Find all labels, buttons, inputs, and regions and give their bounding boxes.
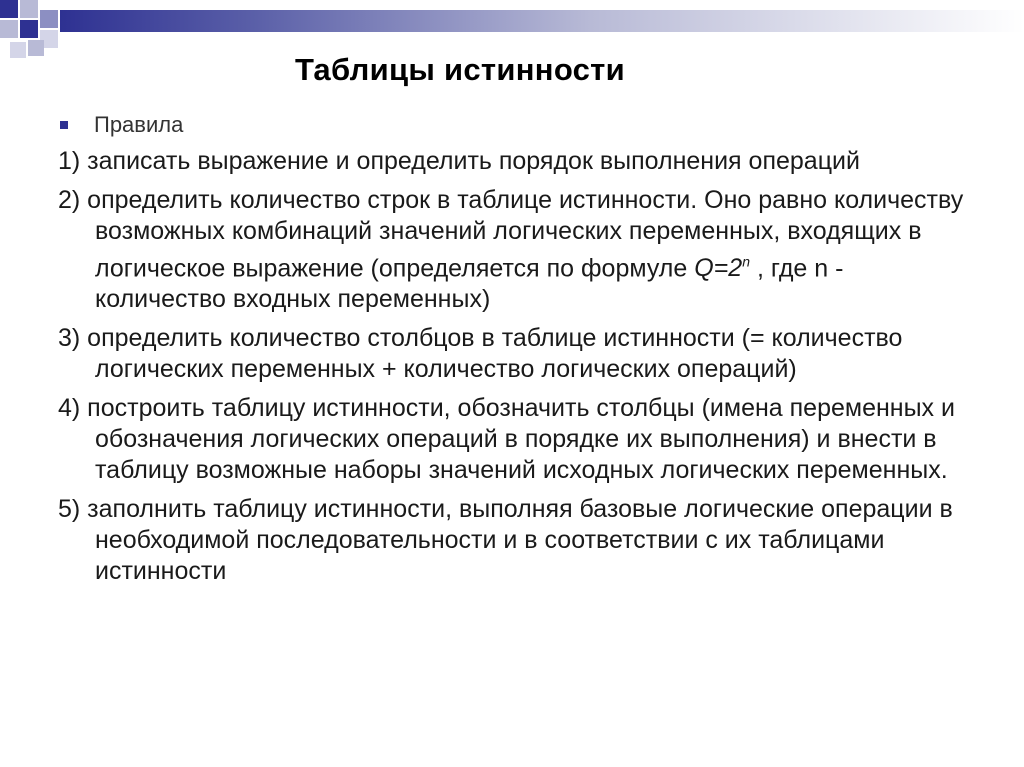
rule-item-1: 1) записать выражение и определить порядок выполнения операций — [58, 147, 860, 175]
rule-item-5: 5) заполнить таблицу истинности, выполняя базовые логические операции в необходимой последовательности и в соответствии с их таблицами истинности — [58, 495, 953, 586]
decor-square — [40, 10, 58, 28]
rule-item-2-tail: , где n - количество входных переменных) — [95, 254, 844, 314]
decor-square — [20, 0, 38, 18]
slide-title: Таблицы истинности — [294, 52, 626, 87]
rule-item-2 — [58, 185, 978, 315]
formula-exponent: n — [742, 254, 750, 270]
rule-item-4: 4) построить таблицу истинности, обозначить столбцы (имена переменных и обозначения логических операций в порядке их выполнения) и внести в таблицу возможные наборы значений исходных логических переменных. — [58, 394, 955, 485]
rule-item-2-text: 2) определить количество строк в таблице истинности. Оно равно количеству возможных комбинаций значений логических переменных, входящих в логическое выражение (определяется по формуле — [58, 186, 964, 283]
header-gradient-bar — [60, 10, 1024, 32]
slide-content — [58, 112, 978, 595]
decor-square — [0, 0, 18, 18]
bullet-line — [58, 112, 978, 138]
bullet-square-icon — [60, 121, 68, 129]
rule-item-3: 3) определить количество столбцов в таблице истинности (= количество логических переменных + количество логических операций) — [58, 324, 903, 384]
decor-square — [0, 20, 18, 38]
bullet-text: Правила — [94, 112, 184, 137]
formula — [694, 254, 750, 282]
formula-base: Q=2 — [694, 254, 743, 283]
decor-square — [20, 20, 38, 38]
